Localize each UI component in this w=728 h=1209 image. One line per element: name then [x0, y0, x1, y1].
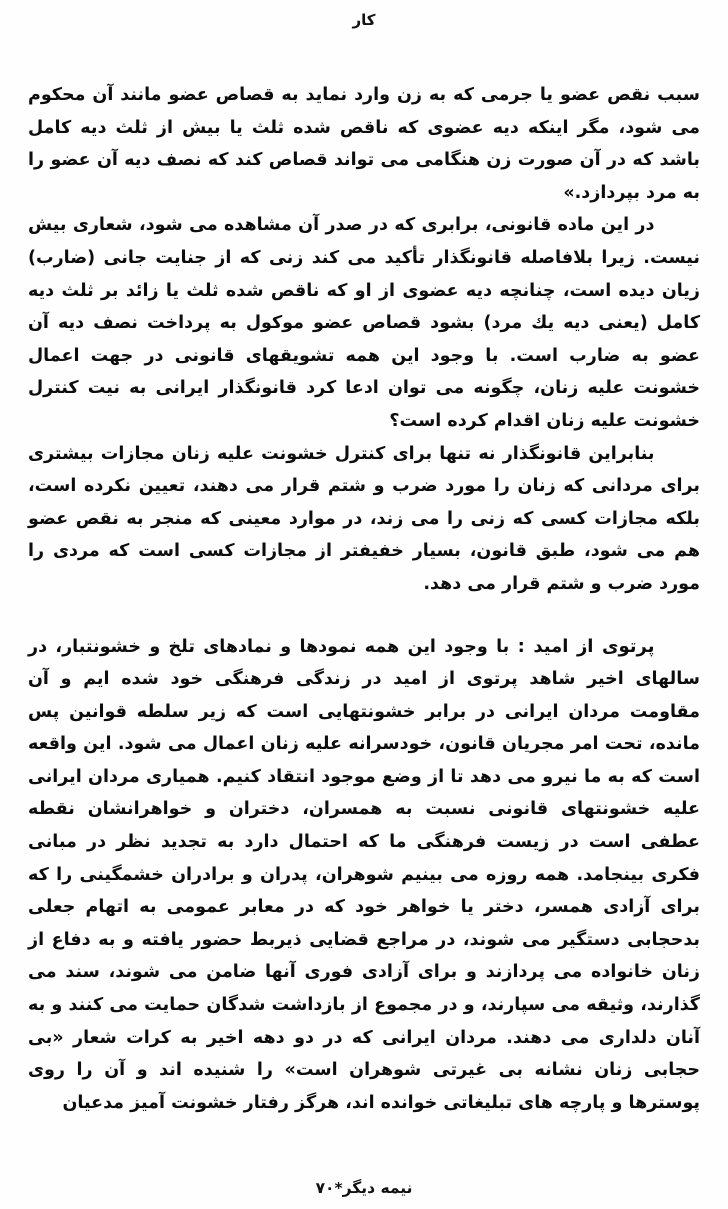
running-head-section-title: كار [352, 11, 376, 29]
body-paragraph: در اين ماده قانونى، برابرى كه در صدر آن مشاهده مى شود، شعارى بيش نيست. زيرا بلافاصله قانونگذار تأكيد مى كند زنى كه از جنايت جانى (ضارب) زيان ديده است، چنانچه ديه عضوى از او كه ناقص شده ثلث يا زائد بر ثلث ديه كامل (يعنى ديه يك مرد) بشود قصاص عضو موكول به پرداخت نصف ديه آن عضو به ضارب است. با وجود اين همه تشويقهاى قانونى در جهت اعمال خشونت عليه زنان، چگونه مى توان ادعا كرد قانونگذار ايرانى به نيت كنترل خشونت عليه زنان اقدام كرده است؟ [28, 215, 700, 431]
journal-footer-page-number: نيمه ديگر*٧٠ [315, 1179, 413, 1197]
body-paragraph: سبب نقص عضو يا جرمى كه به زن وارد نمايد به قصاص عضو مانند آن محكوم مى شود، مگر اينكه ديه عضوى كه ناقص شده ثلث يا بيش از ثلث ديه كامل باشد كه در آن صورت زن هنگامى مى تواند قصاص كند كه نصف ديه آن عضو را به مرد بپردازد.» [28, 85, 700, 203]
section-lead-title: پرتوى از اميد : [517, 635, 655, 657]
body-paragraph-section [28, 631, 700, 1120]
section-paragraph-text: با وجود اين همه نمودها و نمادهاى تلخ و خشونتبار، در سالهاى اخير شاهد پرتوى از اميد در زندگى فرهنگى خود شده ايم و آن مقاومت مردان ايرانى در برابر خشونتهايى است كه زير سلطه قوانين پس مانده، تحت امر مجريان قانون، خودسرانه عليه زنان اعمال مى شود. اين واقعه است كه به ما نيرو مى دهد تا از وضع موجود انتقاد كنيم. هميارى مردان ايرانى عليه خشونتهاى قانونى نسبت به همسران، دختران و خواهرانشان نقطه عطفى است در زيست فرهنگى ما كه احتمال دارد به تجديد نظر در مبانى فكرى بينجامد. همه روزه مى بينيم شوهران، پدران و برادران خشمگينى را كه براى آزادى همسر، دختر يا خواهر خود كه در معابر عمومى به اتهام جعلى بدحجابى دستگير مى شوند، در مراجع قضايى ذيربط حضور يافته و به دفاع از زنان خانواده مى پردازند و براى آزادى فورى آنها ضامن مى شوند، سند مى گذارند، وثيقه مى سپارند، و در مجموع از بازداشت شدگان حمايت مى كنند و به آنان دلدارى مى دهند. مردان ايرانى كه در دو دهه اخير به كرات شعار «بى حجابى زنان نشانه بى غيرتى شوهران است» را شنيده اند و آن را روى پوسترها و پارچه هاى تبليغاتى خوانده اند، هرگز رفتار خشونت آميز مدعيان [28, 636, 700, 1113]
body-paragraph: بنابراين قانونگذار نه تنها براى كنترل خشونت عليه زنان مجازات بيشترى براى مردانى كه زنان را مورد ضرب و شتم قرار مى دهند، تعيين نكرده است، بلكه مجازات كسى كه زنى را مى زند، در موارد معينى كه منجر به نقص عضو هم مى شود، طبق قانون، بسيار خفيفتر از مجازات كسى است كه مردى را مورد ضرب و شتم قرار مى دهد. [28, 443, 700, 594]
body-text-block [28, 79, 700, 1119]
